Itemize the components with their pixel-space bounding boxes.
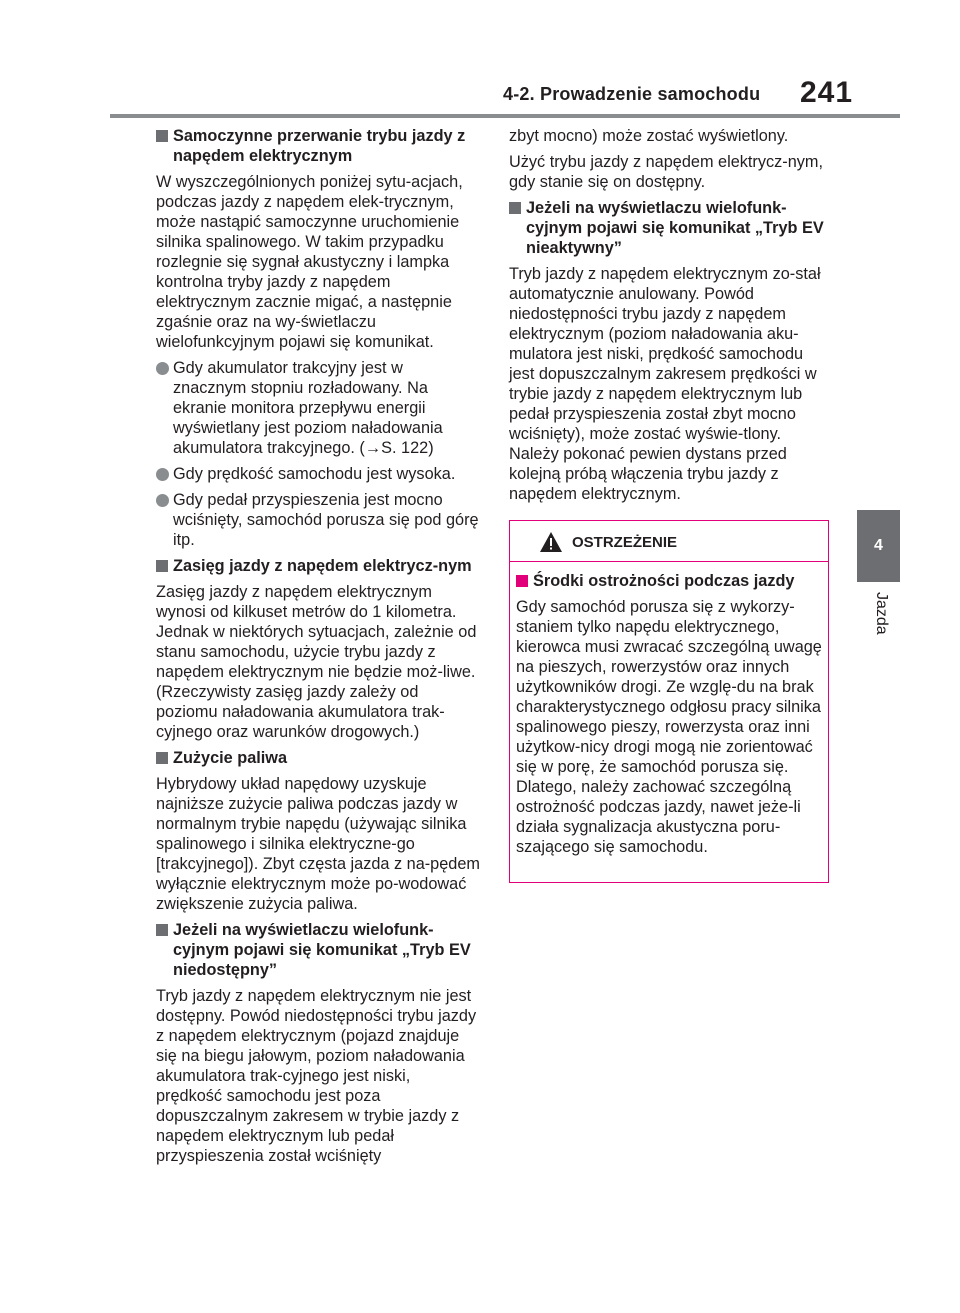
paragraph: W wyszczególnionych poniżej sytu-acjach, podczas jazdy z napędem elek-trycznym, może nastąpić samoczynne uruchomienie silnika spalinowego. W takim przypadku rozlegnie się sygnał akustyczny i lampka kontrolna tryby jazdy z napędem elektrycznym zacznie migać, a następnie zgaśnie oraz na wy-świetlaczu wielofunkcyjnym pojawi się komunikat. [156,173,463,351]
paragraph: zbyt mocno) może zostać wyświetlony. [509,127,789,145]
paragraph: Tryb jazdy z napędem elektrycznym zo-stał automatycznie anulowany. Powód niedostępności trybu jazdy z napędem elektrycznym (poziom naładowania aku-mulatora jest niski, prędkość samochodu jest dopuszczalnym zakresem prędkości w trybie jazdy z napędem elektrycznym lub pedał przyspieszenia został zbyt mocno wciśnięty), może zostać wyświe-tlony. Należy pokonać pewien dystans przed kolejną próbą włączenia trybu jazdy z napędem elektrycznym. [509,265,821,503]
section-heading: Zużycie paliwa [156,748,480,768]
paragraph: Hybrydowy układ napędowy uzyskuje najniższe zużycie paliwa podczas jazdy w normalnym trybie napędu (używając silnika spalinowego i silnika elektryczne-go [trakcyjnego]). Zbyt częsta jazda z na-pędem wyłącznie elektrycznym może po-wodować zwiększenie zużycia paliwa. [156,775,480,913]
list-item: Gdy akumulator trakcyjny jest w znacznym stopniu rozładowany. Na ekranie monitora przepływu energii wyświetlany jest poziom naładowania akumulatora trakcyjnego. (→S. 122) [156,358,480,458]
square-bullet-icon [156,752,168,764]
circle-bullet-icon [156,468,169,481]
square-bullet-icon [156,560,168,572]
section-heading: Jeżeli na wyświetlaczu wielofunk-cyjnym pojawi się komunikat „Tryb EV niedostępny” [156,920,480,980]
warning-title: OSTRZEŻENIE [572,534,678,551]
circle-bullet-icon [156,494,169,507]
warning-header [510,521,828,562]
right-column [509,126,831,510]
warning-box [509,520,829,883]
warning-triangle-icon [539,531,563,553]
warning-heading: Środki ostrożności podczas jazdy [516,571,822,591]
side-tab-number[interactable]: 4 [857,510,900,582]
paragraph: Użyć trybu jazdy z napędem elektrycz-nym, gdy stanie się on dostępny. [509,153,823,191]
header-rule [110,114,900,118]
section-heading: Jeżeli na wyświetlaczu wielofunk-cyjnym pojawi się komunikat „Tryb EV nieaktywny” [509,198,831,258]
header-section-title: 4-2. Prowadzenie samochodu [503,84,761,104]
left-column [156,126,480,1172]
list-item: Gdy pedał przyspieszenia jest mocno wciśnięty, samochód porusza się pod górę itp. [156,490,480,550]
circle-bullet-icon [156,362,169,375]
square-bullet-icon [509,202,521,214]
paragraph: Zasięg jazdy z napędem elektrycznym wynosi od kilkuset metrów do 1 kilometra. Jednak w niektórych sytuacjach, zależnie od stanu samochodu, użycie trybu jazdy z napędem elektrycznym nie będzie moż-liwe. (Rzeczywisty zasięg jazdy zależy od poziomu naładowania akumulatora trak-cyjnego oraz warunków drogowych.) [156,583,477,741]
paragraph: Tryb jazdy z napędem elektrycznym nie jest dostępny. Powód niedostępności trybu jazdy z napędem elektrycznym (pojazd znajduje się na biegu jałowym, poziom naładowania akumulatora trak-cyjnego jest niski, prędkość samochodu jest poza dopuszczalnym zakresem w trybie jazdy z napędem elektrycznym lub pedał przyspieszenia został wciśnięty [156,987,477,1165]
section-heading: Zasięg jazdy z napędem elektrycz-nym [156,556,480,576]
square-bullet-icon [156,924,168,936]
square-bullet-icon [156,130,168,142]
list-item: Gdy prędkość samochodu jest wysoka. [156,464,480,484]
square-bullet-icon [516,575,528,587]
page-number: 241 [800,76,854,109]
warning-body [510,562,828,857]
side-tab-label: Jazda [873,592,890,635]
section-heading: Samoczynne przerwanie trybu jazdy z napędem elektrycznym [156,126,480,166]
warning-text: Gdy samochód porusza się z wykorzy-staniem tylko napędu elektrycznego, kierowca musi zwracać szczególną uwagę na pieszych, rowerzystów oraz innych użytkowników drogi. Ze wzglę-du na brak charakterystycznego odgłosu pracy silnika spalinowego pieszy, rowerzysta oraz inni użytkow-nicy drogi mogą nie zorientować się w porę, że samochód porusza się. Dlatego, należy zachować szczególną ostrożność podczas jazdy, nawet jeże-li działa sygnalizacja akustyczna poru-szającego się samochodu. [516,598,822,856]
